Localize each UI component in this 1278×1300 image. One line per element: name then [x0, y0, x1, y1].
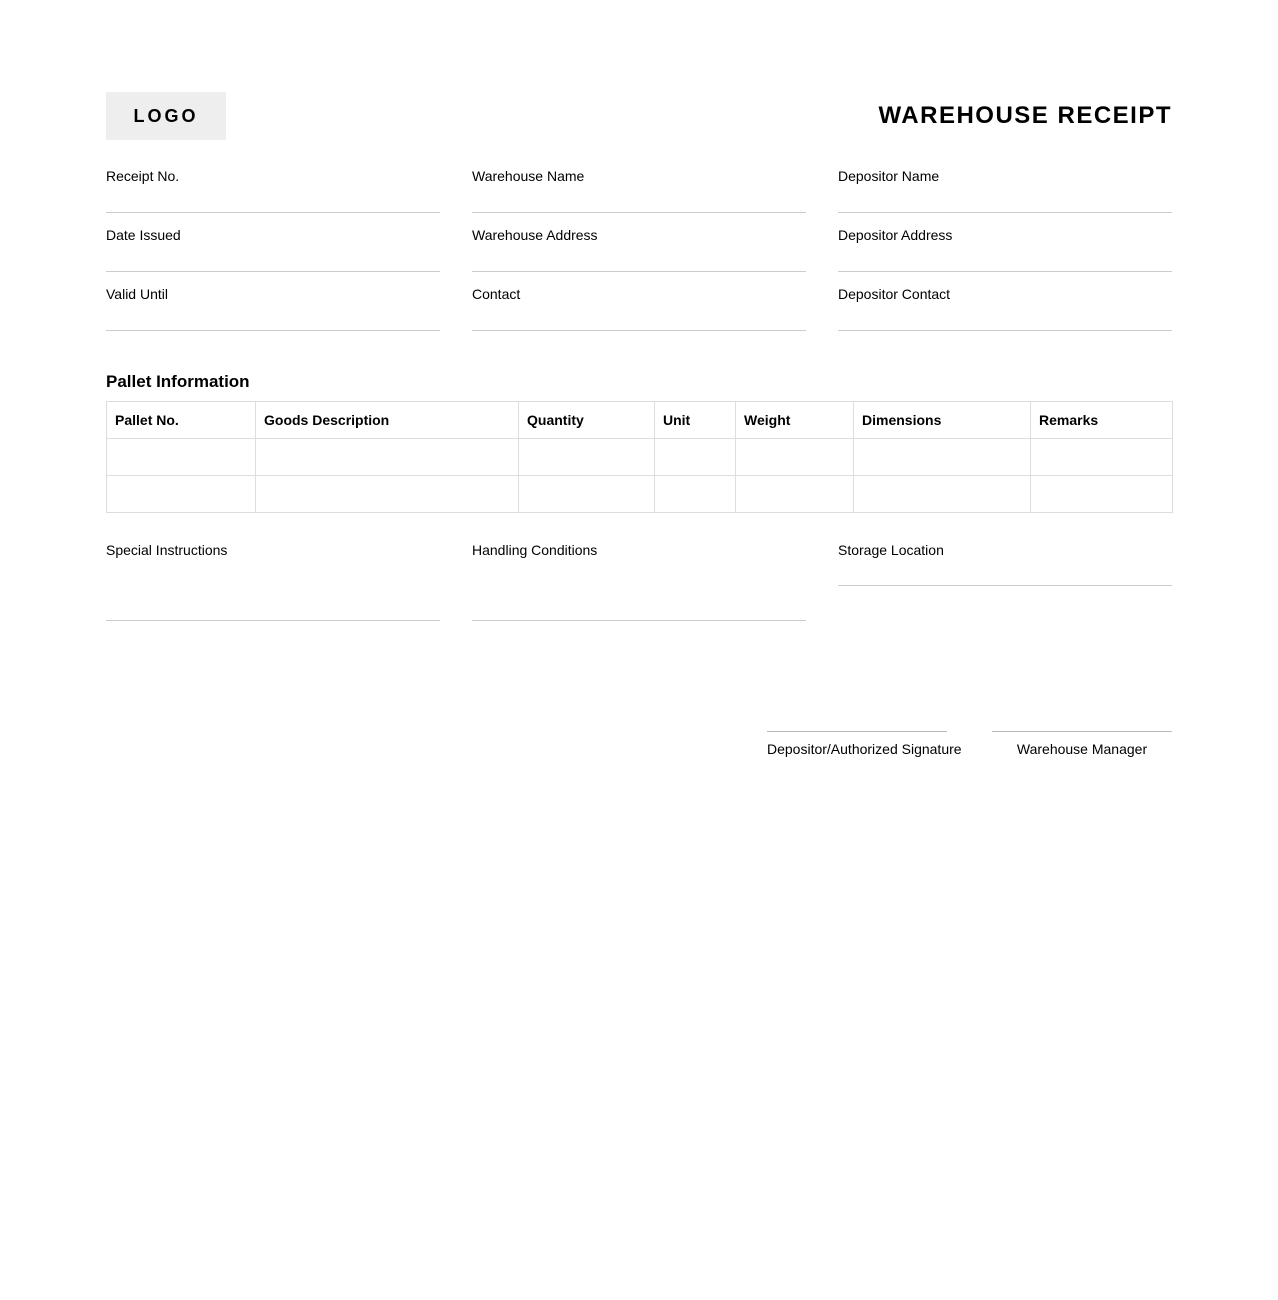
field-date-issued[interactable]: [106, 225, 440, 284]
table-cell[interactable]: [519, 476, 655, 513]
table-cell[interactable]: [256, 476, 519, 513]
table-cell[interactable]: [107, 476, 256, 513]
field-input-line[interactable]: [472, 620, 806, 621]
column-header-unit: Unit: [655, 402, 736, 439]
table-row: [107, 439, 1173, 476]
table-cell[interactable]: [854, 476, 1031, 513]
field-label: Contact: [472, 286, 521, 302]
field-label: Storage Location: [838, 542, 944, 558]
field-label: Valid Until: [106, 286, 168, 302]
field-label: Date Issued: [106, 227, 181, 243]
column-header-pallet-no: Pallet No.: [107, 402, 256, 439]
field-label: Warehouse Name: [472, 168, 585, 184]
table-cell[interactable]: [1031, 439, 1173, 476]
field-input-line[interactable]: [106, 330, 440, 331]
document-title: WAREHOUSE RECEIPT: [878, 102, 1172, 129]
column-header-goods-description: Goods Description: [256, 402, 519, 439]
column-header-quantity: Quantity: [519, 402, 655, 439]
field-depositor-address[interactable]: [838, 225, 1172, 284]
table-header-row: [107, 402, 1173, 439]
field-input-line[interactable]: [838, 212, 1172, 213]
table-cell[interactable]: [854, 439, 1031, 476]
field-label: Special Instructions: [106, 542, 228, 558]
field-depositor-name[interactable]: [838, 166, 1172, 225]
field-input-line[interactable]: [106, 271, 440, 272]
field-label: Handling Conditions: [472, 542, 598, 558]
field-input-line[interactable]: [472, 212, 806, 213]
field-input-line[interactable]: [838, 330, 1172, 331]
field-input-line[interactable]: [106, 620, 440, 621]
signature-label: Warehouse Manager: [1016, 741, 1148, 757]
field-label: Receipt No.: [106, 168, 180, 184]
signature-label: Depositor/Authorized Signature: [767, 741, 962, 757]
pallet-table: [106, 401, 1173, 513]
field-valid-until[interactable]: [106, 284, 440, 343]
column-header-weight: Weight: [736, 402, 854, 439]
column-header-remarks: Remarks: [1031, 402, 1173, 439]
document-header: [106, 92, 1172, 140]
field-label: Depositor Address: [838, 227, 953, 243]
field-label: Depositor Name: [838, 168, 940, 184]
table-cell[interactable]: [736, 476, 854, 513]
logo-placeholder: LOGO: [106, 92, 226, 140]
field-label: Warehouse Address: [472, 227, 598, 243]
warehouse-receipt-document: [106, 92, 1172, 757]
table-cell[interactable]: [736, 439, 854, 476]
field-receipt-no[interactable]: [106, 166, 440, 225]
pallet-section-title: Pallet Information: [106, 372, 250, 391]
field-depositor-contact[interactable]: [838, 284, 1172, 343]
field-input-line[interactable]: [838, 585, 1172, 586]
signature-line[interactable]: [992, 731, 1172, 732]
field-warehouse-address[interactable]: [472, 225, 806, 284]
table-cell[interactable]: [256, 439, 519, 476]
signature-warehouse-manager[interactable]: [992, 731, 1172, 757]
field-input-line[interactable]: [106, 212, 440, 213]
field-label: Depositor Contact: [838, 286, 951, 302]
field-input-line[interactable]: [472, 271, 806, 272]
field-contact[interactable]: [472, 284, 806, 343]
table-cell[interactable]: [655, 476, 736, 513]
field-input-line[interactable]: [838, 271, 1172, 272]
column-header-dimensions: Dimensions: [854, 402, 1031, 439]
signature-depositor[interactable]: [767, 731, 962, 757]
field-warehouse-name[interactable]: [472, 166, 806, 225]
table-cell[interactable]: [519, 439, 655, 476]
table-row: [107, 476, 1173, 513]
signature-line[interactable]: [767, 731, 947, 732]
table-cell[interactable]: [655, 439, 736, 476]
table-cell[interactable]: [1031, 476, 1173, 513]
receipt-fields-grid: [106, 166, 1172, 343]
field-input-line[interactable]: [472, 330, 806, 331]
table-cell[interactable]: [107, 439, 256, 476]
